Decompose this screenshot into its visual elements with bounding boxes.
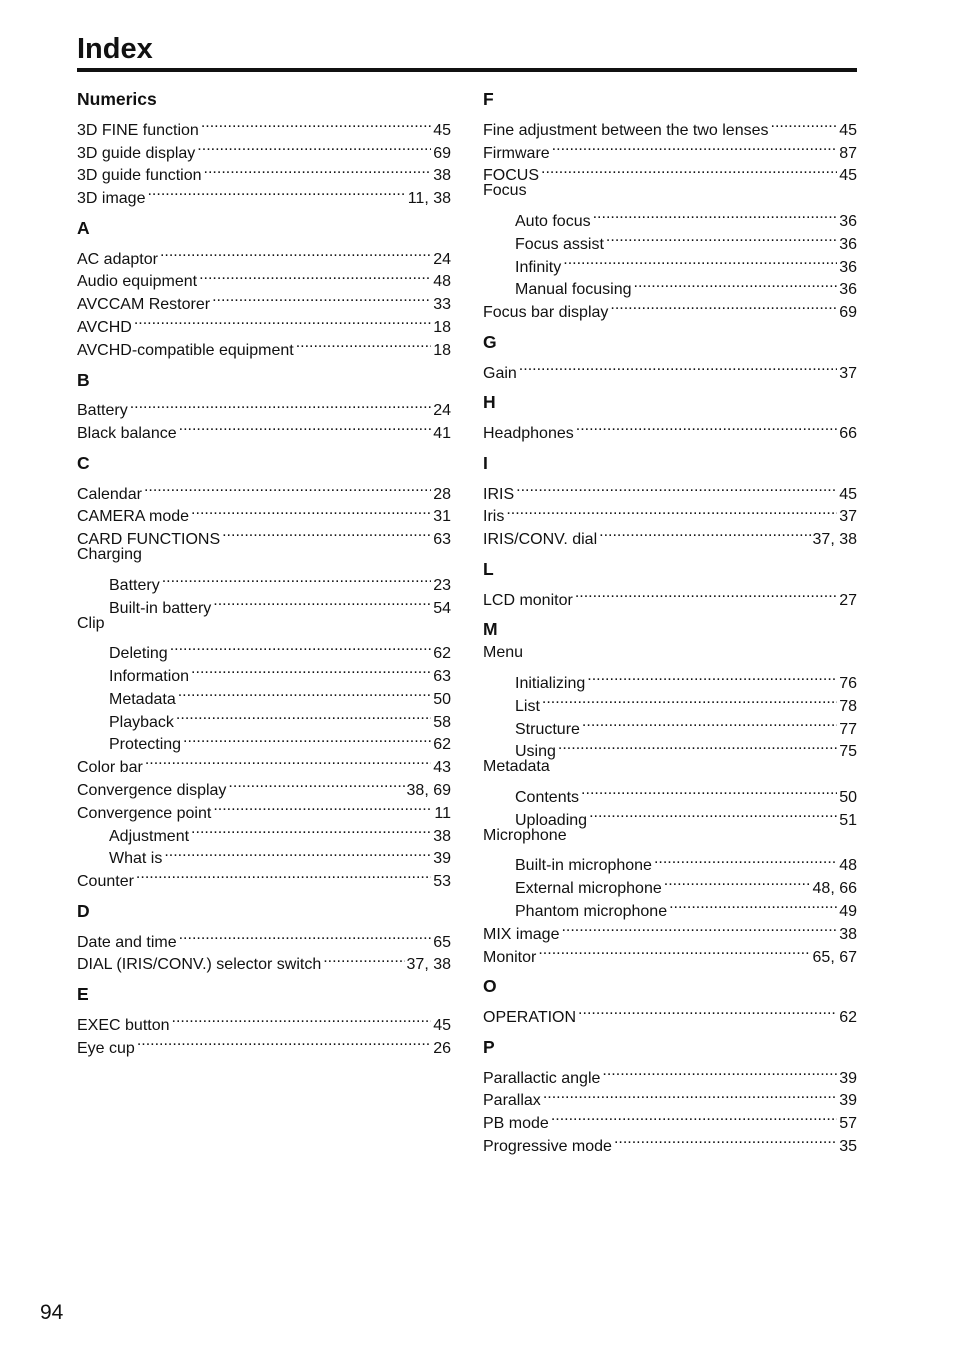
dot-leader	[542, 688, 837, 711]
index-subentry	[77, 567, 451, 594]
index-entry	[483, 112, 857, 139]
dot-leader	[179, 415, 432, 438]
dot-leader	[551, 1105, 837, 1128]
entry-label: Convergence display	[77, 781, 227, 799]
index-entry	[483, 180, 857, 203]
index-section	[483, 974, 857, 1027]
dot-leader	[228, 772, 404, 795]
entry-label: What is	[109, 850, 163, 868]
dot-leader	[654, 848, 837, 871]
entry-pages: 23	[433, 576, 451, 594]
entry-label: Microphone	[483, 826, 567, 844]
dot-leader	[145, 749, 431, 772]
page-title: Index	[77, 33, 153, 65]
dot-leader	[519, 355, 837, 378]
dot-leader	[561, 916, 837, 939]
entry-pages: 26	[433, 1039, 451, 1057]
entry-pages: 54	[433, 599, 451, 617]
entry-label: Metadata	[483, 758, 550, 776]
entry-pages: 78	[839, 697, 857, 715]
dot-leader	[606, 226, 837, 249]
entry-pages: 87	[839, 144, 857, 162]
index-entry	[483, 756, 857, 779]
index-section	[77, 368, 451, 443]
dot-leader	[599, 521, 810, 544]
dot-leader	[179, 924, 432, 947]
index-entry	[483, 521, 857, 549]
entry-label: AVCCAM Restorer	[77, 296, 211, 314]
entry-label: Clip	[77, 614, 105, 632]
entry-pages: 75	[839, 743, 857, 761]
section-heading: L	[483, 558, 494, 579]
entry-pages: 45	[839, 167, 857, 185]
dot-leader	[191, 658, 431, 681]
index-section	[483, 617, 857, 966]
entry-label: Gain	[483, 364, 517, 382]
entry-label: Counter	[77, 873, 134, 891]
entry-pages: 36	[839, 212, 857, 230]
index-entry	[483, 415, 857, 443]
entry-label: Auto focus	[515, 212, 591, 230]
entry-pages: 37, 38	[812, 531, 857, 549]
dot-leader	[137, 1030, 431, 1053]
entry-pages: 45	[433, 1016, 451, 1034]
dot-leader	[543, 1083, 837, 1106]
dot-leader	[538, 939, 810, 962]
entry-pages: 69	[433, 144, 451, 162]
dot-leader	[296, 332, 432, 355]
dot-leader	[164, 841, 431, 864]
entry-label: Contents	[515, 788, 580, 806]
dot-leader	[634, 272, 838, 295]
section-heading: Numerics	[77, 89, 157, 109]
index-entry	[483, 476, 857, 503]
entry-pages: 38	[839, 925, 857, 943]
section-heading: G	[483, 331, 497, 352]
entry-pages: 66	[839, 425, 857, 443]
dot-leader	[222, 521, 431, 544]
entry-pages: 39	[839, 1092, 857, 1110]
title-rule	[77, 68, 857, 72]
dot-leader	[197, 135, 431, 158]
dot-leader	[213, 590, 431, 613]
entry-pages: 51	[839, 811, 857, 829]
entry-label: MIX image	[483, 925, 560, 943]
entry-pages: 36	[839, 235, 857, 253]
entry-label: Built-in battery	[109, 599, 212, 617]
dot-leader	[593, 203, 838, 226]
entry-pages: 28	[433, 485, 451, 503]
index-entry	[77, 476, 451, 503]
entry-pages: 63	[433, 531, 451, 549]
entry-pages: 77	[839, 720, 857, 738]
dot-leader	[191, 818, 431, 841]
index-entry	[77, 112, 451, 139]
index-entry	[483, 642, 857, 665]
dot-leader	[130, 393, 432, 416]
entry-label: CARD FUNCTIONS	[77, 531, 221, 549]
index-entry	[483, 825, 857, 848]
entry-label: Charging	[77, 546, 142, 564]
index-entry	[77, 544, 451, 567]
entry-label: IRIS/CONV. dial	[483, 531, 598, 549]
entry-pages: 65	[433, 933, 451, 951]
entry-label: IRIS	[483, 485, 515, 503]
section-heading: H	[483, 392, 496, 413]
entry-pages: 35	[839, 1137, 857, 1155]
entry-pages: 38	[433, 167, 451, 185]
entry-label: Iris	[483, 508, 505, 526]
dot-leader	[134, 309, 431, 332]
entry-pages: 37	[839, 364, 857, 382]
section-heading: O	[483, 976, 497, 997]
entry-label: Phantom microphone	[515, 902, 668, 920]
dot-leader	[576, 415, 837, 438]
index-section	[483, 451, 857, 549]
entry-label: Deleting	[109, 645, 168, 663]
index-entry	[77, 1007, 451, 1034]
index-subentry	[483, 203, 857, 230]
entry-label: Adjustment	[109, 827, 190, 845]
entry-label: EXEC button	[77, 1016, 170, 1034]
entry-pages: 37, 38	[406, 956, 451, 974]
dot-leader	[506, 499, 837, 522]
entry-label: AVCHD-compatible equipment	[77, 341, 294, 359]
entry-label: 3D guide function	[77, 167, 202, 185]
index-section	[483, 390, 857, 443]
entry-label: FOCUS	[483, 167, 539, 185]
entry-pages: 76	[839, 674, 857, 692]
entry-pages: 53	[433, 873, 451, 891]
dot-leader	[204, 158, 432, 181]
section-heading: P	[483, 1036, 495, 1057]
dot-leader	[558, 734, 837, 757]
dot-leader	[136, 863, 431, 886]
entry-label: Protecting	[109, 736, 182, 754]
entry-label: Uploading	[515, 811, 588, 829]
entry-label: External microphone	[515, 880, 662, 898]
index-entry	[483, 355, 857, 382]
entry-label: Color bar	[77, 759, 143, 777]
entry-label: Built-in microphone	[515, 857, 652, 875]
section-heading: E	[77, 984, 89, 1005]
dot-leader	[191, 499, 431, 522]
index-column-left	[77, 87, 451, 1065]
entry-label: Using	[515, 743, 556, 761]
entry-label: Battery	[77, 402, 128, 420]
section-heading: A	[77, 217, 90, 238]
entry-label: Manual focusing	[515, 281, 632, 299]
entry-pages: 24	[433, 250, 451, 268]
index-entry	[77, 924, 451, 951]
entry-pages: 24	[433, 402, 451, 420]
section-heading: B	[77, 369, 90, 390]
entry-pages: 62	[433, 645, 451, 663]
entry-pages: 45	[839, 485, 857, 503]
dot-leader	[176, 704, 431, 727]
entry-pages: 48, 66	[812, 880, 857, 898]
entry-label: Calendar	[77, 485, 142, 503]
entry-label: AC adaptor	[77, 250, 158, 268]
index-section	[77, 899, 451, 974]
dot-leader	[602, 1060, 837, 1083]
entry-pages: 36	[839, 258, 857, 276]
index-entry	[77, 309, 451, 337]
entry-pages: 62	[839, 1009, 857, 1027]
entry-label: Black balance	[77, 425, 177, 443]
dot-leader	[664, 870, 811, 893]
entry-pages: 48	[839, 857, 857, 875]
entry-pages: 48	[433, 273, 451, 291]
index-section	[77, 216, 451, 359]
entry-pages: 38, 69	[406, 781, 451, 799]
section-heading: M	[483, 619, 498, 640]
entry-label: 3D image	[77, 190, 146, 208]
dot-leader	[589, 802, 837, 825]
index-section	[77, 87, 451, 208]
entry-pages: 37	[839, 508, 857, 526]
dot-leader	[212, 286, 431, 309]
entry-pages: 58	[433, 713, 451, 731]
entry-label: Focus assist	[515, 235, 604, 253]
entry-pages: 50	[839, 788, 857, 806]
dot-leader	[541, 158, 837, 181]
dot-leader	[575, 582, 837, 605]
entry-label: Convergence point	[77, 804, 212, 822]
entry-pages: 69	[839, 304, 857, 322]
entry-label: CAMERA mode	[77, 508, 190, 526]
entry-label: LCD monitor	[483, 591, 573, 609]
entry-label: PB mode	[483, 1115, 549, 1133]
dot-leader	[563, 249, 837, 272]
index-entry	[77, 241, 451, 268]
entry-label: Headphones	[483, 425, 574, 443]
index-entry	[483, 939, 857, 966]
entry-pages: 11	[434, 804, 451, 822]
entry-label: Monitor	[483, 948, 537, 966]
index-section	[483, 557, 857, 609]
dot-leader	[582, 711, 837, 734]
index-subentry	[77, 635, 451, 663]
entry-pages: 38	[433, 827, 451, 845]
entry-pages: 63	[433, 668, 451, 685]
dot-leader	[587, 665, 837, 688]
section-heading: D	[77, 900, 90, 921]
entry-pages: 45	[433, 121, 451, 139]
index-subentry	[483, 665, 857, 692]
index-subentry	[483, 779, 857, 806]
entry-label: Focus bar display	[483, 304, 609, 322]
entry-label: DIAL (IRIS/CONV.) selector switch	[77, 956, 322, 974]
index-entry	[483, 582, 857, 609]
entry-label: List	[515, 697, 540, 715]
entry-label: 3D guide display	[77, 144, 196, 162]
entry-label: Eye cup	[77, 1039, 135, 1057]
index-section	[483, 87, 857, 322]
entry-label: 3D FINE function	[77, 121, 199, 139]
entry-pages: 65, 67	[812, 948, 857, 966]
dot-leader	[147, 180, 405, 203]
entry-label: AVCHD	[77, 319, 132, 337]
entry-pages: 18	[433, 319, 451, 337]
entry-pages: 18	[433, 341, 451, 359]
index-section	[77, 982, 451, 1057]
dot-leader	[610, 294, 837, 317]
dot-leader	[669, 893, 837, 916]
dot-leader	[578, 999, 837, 1022]
entry-pages: 39	[839, 1069, 857, 1087]
entry-label: Menu	[483, 644, 524, 662]
entry-pages: 27	[839, 591, 857, 609]
entry-label: Focus	[483, 182, 527, 200]
dot-leader	[144, 476, 431, 499]
index-subentry	[483, 848, 857, 875]
entry-label: Progressive mode	[483, 1137, 612, 1155]
entry-label: Metadata	[109, 690, 176, 708]
index-column-right	[483, 87, 857, 1164]
entry-pages: 49	[839, 902, 857, 920]
entry-pages: 11, 38	[407, 190, 451, 208]
dot-leader	[213, 795, 432, 818]
section-heading: F	[483, 89, 494, 109]
entry-pages: 43	[433, 759, 451, 777]
index-entry	[77, 415, 451, 443]
entry-pages: 62	[433, 736, 451, 754]
index-entry	[77, 393, 451, 420]
entry-label: Information	[109, 668, 190, 685]
entry-label: Fine adjustment between the two lenses	[483, 121, 769, 139]
dot-leader	[614, 1128, 837, 1151]
entry-label: Structure	[515, 720, 580, 738]
index-entry	[483, 499, 857, 526]
dot-leader	[199, 264, 431, 287]
entry-label: Infinity	[515, 258, 562, 276]
dot-leader	[160, 241, 431, 264]
entry-label: Initializing	[515, 674, 586, 692]
entry-label: Battery	[109, 576, 160, 594]
entry-pages: 31	[433, 508, 451, 526]
entry-pages: 33	[433, 296, 451, 314]
section-heading: C	[77, 452, 90, 473]
index-section	[77, 451, 451, 891]
section-heading: I	[483, 452, 488, 473]
dot-leader	[201, 112, 431, 135]
entry-label: OPERATION	[483, 1009, 577, 1027]
entry-label: Parallactic angle	[483, 1069, 601, 1087]
dot-leader	[552, 135, 838, 158]
index-section	[483, 330, 857, 382]
dot-leader	[170, 635, 432, 658]
entry-label: Firmware	[483, 144, 550, 162]
page-number: 94	[40, 1301, 64, 1324]
dot-leader	[183, 727, 431, 750]
entry-pages: 50	[433, 690, 451, 708]
entry-label: Audio equipment	[77, 273, 198, 291]
entry-pages: 57	[839, 1115, 857, 1133]
entry-pages: 45	[839, 121, 857, 139]
dot-leader	[178, 681, 431, 704]
dot-leader	[581, 779, 837, 802]
index-section	[483, 1035, 857, 1155]
entry-pages: 39	[433, 850, 451, 868]
dot-leader	[172, 1007, 432, 1030]
entry-pages: 41	[433, 425, 451, 443]
dot-leader	[771, 112, 838, 135]
entry-label: Date and time	[77, 933, 177, 951]
dot-leader	[323, 947, 404, 970]
entry-label: Parallax	[483, 1092, 541, 1110]
dot-leader	[162, 567, 432, 590]
dot-leader	[516, 476, 837, 499]
index-entry	[483, 999, 857, 1027]
entry-label: Playback	[109, 713, 174, 731]
index-entry	[77, 332, 451, 359]
entry-pages: 36	[839, 281, 857, 299]
index-entry	[483, 1060, 857, 1087]
